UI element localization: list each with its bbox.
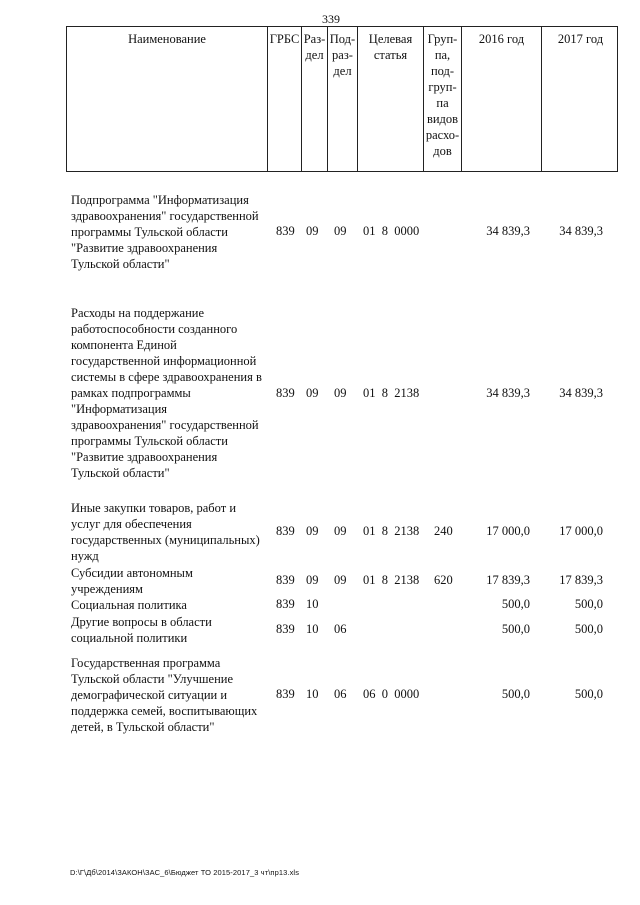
row-name-line: Подпрограмма "Информатизация — [71, 193, 249, 207]
row-2017: 17 839,3 — [559, 573, 603, 587]
header-podrazdel — [327, 27, 357, 171]
row-2016: 500,0 — [501, 687, 530, 701]
header-name — [67, 27, 267, 171]
row-name-line: здравоохранения" государственной — [71, 418, 259, 432]
header-podrazdel-line: раз- — [332, 48, 353, 62]
row-target: 01 8 2138 — [363, 386, 420, 400]
row-grbs: 839 — [276, 573, 295, 587]
row-razdel: 09 — [306, 386, 319, 400]
header-2017 — [541, 27, 619, 171]
header-target — [357, 27, 423, 171]
row-2017: 17 000,0 — [559, 524, 603, 538]
row-name-line: Тульской области "Улучшение — [71, 672, 234, 686]
row-name — [71, 655, 271, 735]
row-name-line: Другие вопросы в области — [71, 615, 212, 629]
header-group-line: под- — [430, 64, 455, 78]
header-group-line: Груп- — [427, 32, 458, 46]
row-name-line: Тульской области" — [71, 466, 170, 480]
row-name-line: "Развитие здравоохранения — [71, 450, 218, 464]
row-podrazdel: 09 — [334, 573, 347, 587]
row-name-line: программы Тульской области — [71, 434, 228, 448]
row-grbs: 839 — [276, 597, 295, 611]
header-target-line: статья — [373, 48, 408, 62]
row-razdel: 10 — [306, 687, 319, 701]
row-2016: 34 839,3 — [486, 224, 530, 238]
row-grbs: 839 — [276, 224, 295, 238]
header-group-line: па, — [434, 48, 451, 62]
row-name-line: программы Тульской области — [71, 225, 228, 239]
row-2017: 34 839,3 — [559, 224, 603, 238]
row-group: 620 — [434, 573, 453, 587]
row-podrazdel: 09 — [334, 386, 347, 400]
row-name-line: работоспособности созданного — [71, 322, 238, 336]
header-podrazdel-line: Под- — [329, 32, 356, 46]
row-2016: 34 839,3 — [486, 386, 530, 400]
row-name-line: компонента Единой — [71, 338, 177, 352]
row-name-line: Иные закупки товаров, работ и — [71, 501, 237, 515]
header-group-line: груп- — [428, 80, 457, 94]
row-2016: 500,0 — [501, 597, 530, 611]
row-name — [71, 597, 271, 613]
header-group-line: па — [436, 96, 449, 110]
row-podrazdel: 09 — [334, 224, 347, 238]
header-razdel — [301, 27, 327, 171]
row-target: 01 8 2138 — [363, 524, 420, 538]
row-name-line: нужд — [71, 549, 99, 563]
header-target-line: Целевая — [368, 32, 413, 46]
row-name-line: услуг для обеспечения — [71, 517, 192, 531]
row-2016: 500,0 — [501, 622, 530, 636]
header-2016 — [461, 27, 541, 171]
row-name-line: учреждениям — [71, 582, 143, 596]
row-name-line: государственных (муниципальных) — [71, 533, 260, 547]
header-grbs — [267, 27, 301, 171]
row-name-line: Социальная политика — [71, 598, 187, 612]
row-target: 01 8 0000 — [363, 224, 420, 238]
row-name-line: социальной политики — [71, 631, 188, 645]
header-grbs-label: ГРБС — [269, 32, 300, 46]
row-razdel: 10 — [306, 597, 319, 611]
header-2016-label: 2016 год — [478, 32, 525, 46]
row-name — [71, 500, 271, 564]
row-podrazdel: 09 — [334, 524, 347, 538]
row-name-line: демографической ситуации и — [71, 688, 228, 702]
row-name-line: Государственная программа — [71, 656, 221, 670]
row-name-line: государственной информационной — [71, 354, 257, 368]
row-2017: 500,0 — [574, 622, 603, 636]
row-name — [71, 565, 271, 597]
row-name — [71, 614, 271, 646]
table-header — [66, 26, 618, 172]
row-name-line: Тульской области" — [71, 257, 170, 271]
row-name-line: Субсидии автономным — [71, 566, 193, 580]
row-podrazdel: 06 — [334, 622, 347, 636]
header-name-label: Наименование — [128, 32, 206, 46]
header-2017-label: 2017 год — [557, 32, 604, 46]
header-group — [423, 27, 461, 171]
row-2017: 500,0 — [574, 597, 603, 611]
header-group-line: расхо- — [425, 128, 460, 142]
row-name-line: Расходы на поддержание — [71, 306, 205, 320]
row-razdel: 09 — [306, 573, 319, 587]
header-group-line: дов — [433, 144, 452, 158]
row-grbs: 839 — [276, 386, 295, 400]
file-path: D:\Г\Дб\2014\ЗАКОН\ЗАС_6\Бюджет ТО 2015-2017_3 чт\пр13.xls — [70, 868, 300, 877]
row-2016: 17 839,3 — [486, 573, 530, 587]
row-name-line: детей, в Тульской области" — [71, 720, 215, 734]
header-razdel-line: Раз- — [303, 32, 326, 46]
row-podrazdel: 06 — [334, 687, 347, 701]
row-2016: 17 000,0 — [486, 524, 530, 538]
row-name — [71, 192, 271, 272]
row-razdel: 09 — [306, 524, 319, 538]
row-name-line: "Развитие здравоохранения — [71, 241, 218, 255]
row-2017: 500,0 — [574, 687, 603, 701]
row-2017: 34 839,3 — [559, 386, 603, 400]
header-razdel-line: дел — [305, 48, 324, 62]
row-name-line: рамках подпрограммы — [71, 386, 191, 400]
row-grbs: 839 — [276, 524, 295, 538]
row-grbs: 839 — [276, 622, 295, 636]
header-group-line: видов — [426, 112, 459, 126]
row-target: 06 0 0000 — [363, 687, 420, 701]
row-grbs: 839 — [276, 687, 295, 701]
row-name — [71, 305, 271, 481]
header-podrazdel-line: дел — [333, 64, 352, 78]
row-group: 240 — [434, 524, 453, 538]
row-name-line: "Информатизация — [71, 402, 168, 416]
row-name-line: системы в сфере здравоохранения в — [71, 370, 262, 384]
page-number: 339 — [322, 12, 340, 26]
row-name-line: поддержка семей, воспитывающих — [71, 704, 258, 718]
row-razdel: 10 — [306, 622, 319, 636]
row-target: 01 8 2138 — [363, 573, 420, 587]
row-razdel: 09 — [306, 224, 319, 238]
row-name-line: здравоохранения" государственной — [71, 209, 259, 223]
